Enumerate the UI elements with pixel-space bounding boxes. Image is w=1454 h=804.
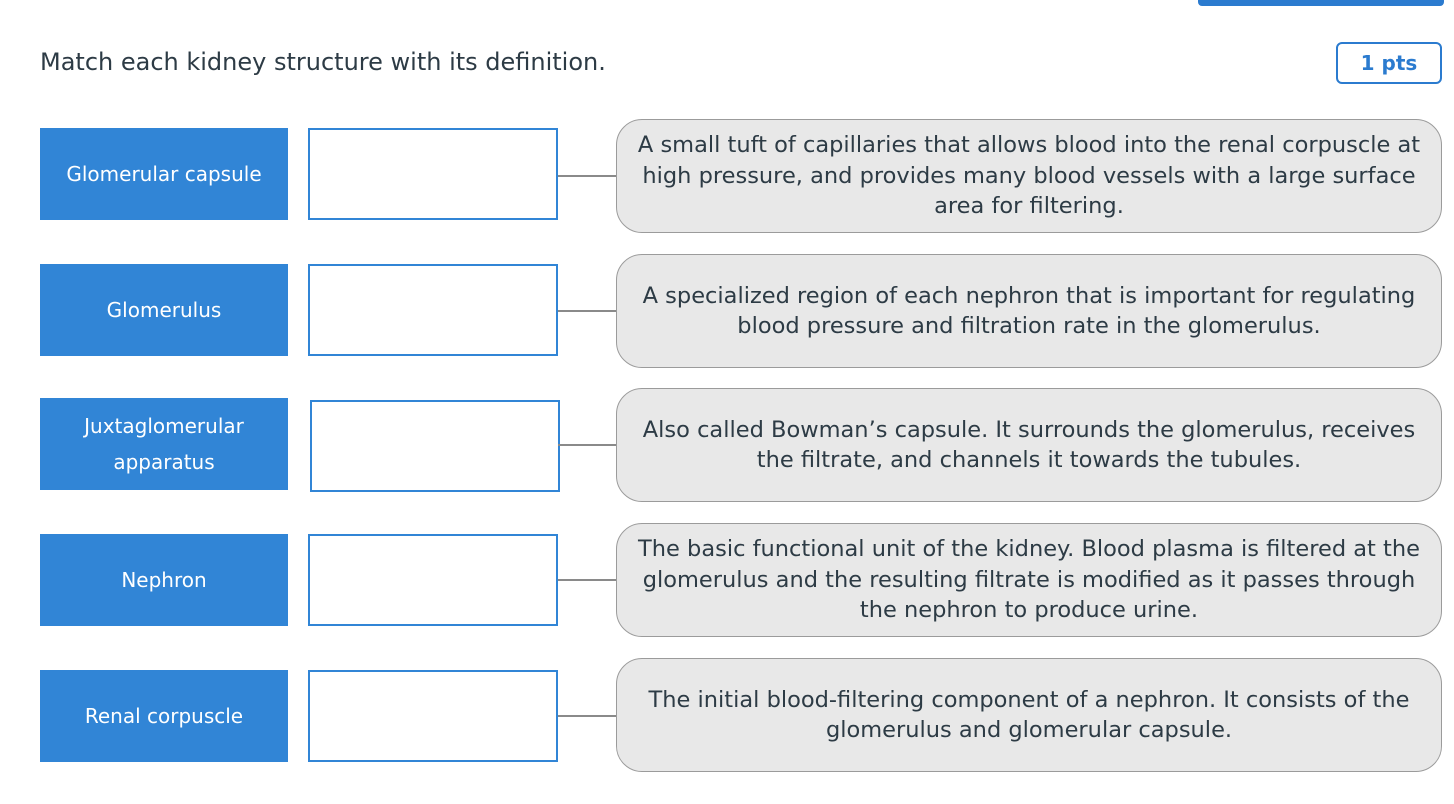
points-badge: 1 pts <box>1336 42 1442 84</box>
connector-line <box>558 715 616 717</box>
connector-line <box>558 444 616 446</box>
term-glomerular-capsule[interactable]: Glomerular capsule <box>40 128 288 220</box>
question-prompt: Match each kidney structure with its definition. <box>40 48 606 76</box>
connector-line <box>558 579 616 581</box>
drop-zone-4[interactable] <box>308 534 558 626</box>
term-juxtaglomerular-apparatus[interactable]: Juxtaglomerular apparatus <box>40 398 288 490</box>
drop-zone-5[interactable] <box>308 670 558 762</box>
term-glomerulus[interactable]: Glomerulus <box>40 264 288 356</box>
definition-3: Also called Bowman’s capsule. It surrounds the glomerulus, receives the filtrate, and channels it towards the tubules. <box>616 388 1442 502</box>
definition-1: A small tuft of capillaries that allows blood into the renal corpuscle at high pressure, and provides many blood vessels with a large surface area for filtering. <box>616 119 1442 233</box>
definition-2: A specialized region of each nephron that is important for regulating blood pressure and filtration rate in the glomerulus. <box>616 254 1442 368</box>
drop-zone-3[interactable] <box>310 400 560 492</box>
top-tab-button[interactable] <box>1198 0 1444 6</box>
term-nephron[interactable]: Nephron <box>40 534 288 626</box>
term-renal-corpuscle[interactable]: Renal corpuscle <box>40 670 288 762</box>
drop-zone-2[interactable] <box>308 264 558 356</box>
connector-line <box>558 310 616 312</box>
definition-5: The initial blood-filtering component of a nephron. It consists of the glomerulus and glomerular capsule. <box>616 658 1442 772</box>
definition-4: The basic functional unit of the kidney. Blood plasma is filtered at the glomerulus and the resulting filtrate is modified as it passes through the nephron to produce urine. <box>616 523 1442 637</box>
drop-zone-1[interactable] <box>308 128 558 220</box>
connector-line <box>558 175 616 177</box>
